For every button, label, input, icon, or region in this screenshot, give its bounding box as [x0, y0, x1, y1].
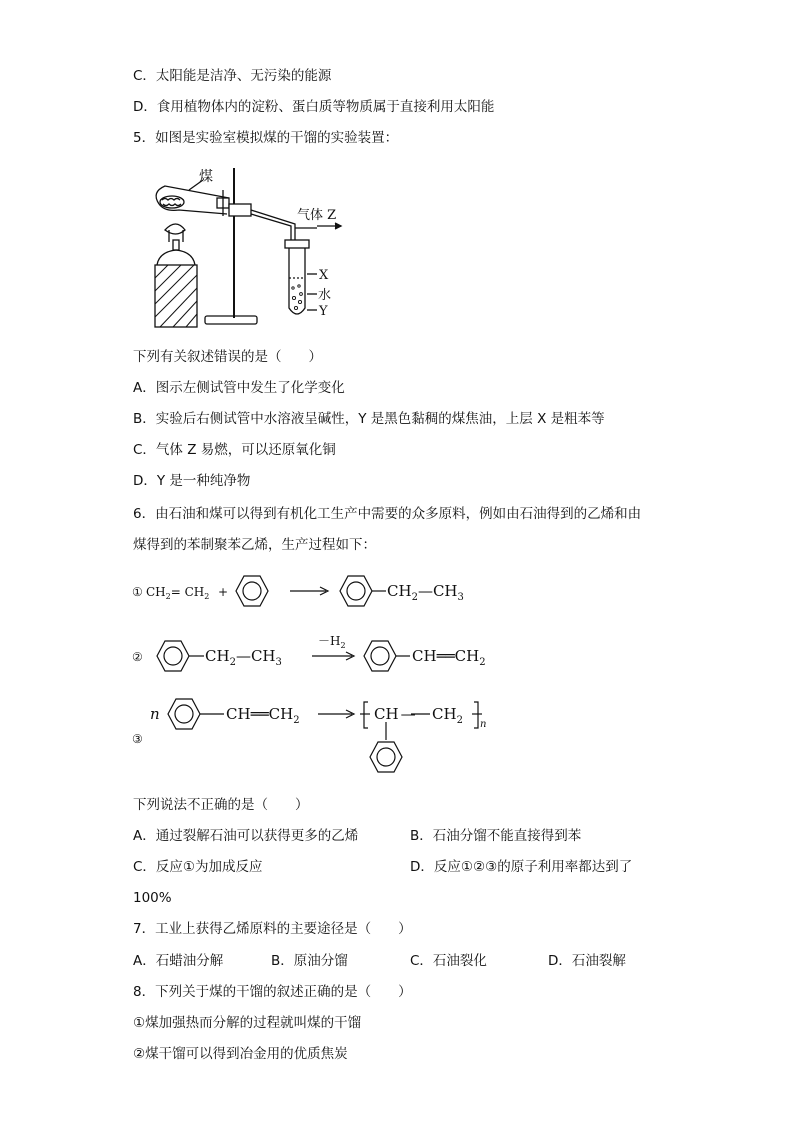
- lamp-dome: [157, 250, 195, 265]
- reaction-3: [130, 690, 520, 785]
- q7-option-b: B．原油分馏: [271, 953, 348, 969]
- r3-coefficient-n: n: [150, 705, 160, 723]
- q4-option-d: D．食用植物体内的淀粉、蛋白质等物质属于直接利用太阳能: [133, 99, 495, 115]
- benzene-ring: [364, 641, 396, 671]
- r2-num: ②: [132, 650, 143, 664]
- q7-option-c: C．石油裂化: [410, 953, 487, 969]
- q6-option-c: C．反应①为加成反应: [133, 859, 263, 875]
- svg-text:CH—: CH —: [374, 705, 416, 723]
- r1-plus: +: [218, 585, 229, 599]
- q5-option-c: C．气体 Z 易燃，可以还原氧化铜: [133, 442, 336, 458]
- label-gas-z: 气体 Z: [297, 208, 337, 223]
- q5-option-a: A．图示左侧试管中发生了化学变化: [133, 380, 345, 396]
- label-coal: 煤: [199, 169, 213, 185]
- label-water: 水: [318, 288, 332, 303]
- reaction-2: [130, 630, 510, 678]
- svg-text:CH2—CH3: $CH_2—CH_3$: [205, 647, 282, 668]
- benzene-ring: [157, 641, 189, 671]
- q6-stem-1: 6．由石油和煤可以得到有机化工生产中需要的众多原料，例如由石油得到的乙烯和由: [133, 506, 642, 522]
- q8-statement-2: ②煤干馏可以得到冶金用的优质焦炭: [133, 1046, 348, 1062]
- q5-stem: 5．如图是实验室模拟煤的干馏的实验装置：: [133, 130, 399, 146]
- q6-option-a: A．通过裂解石油可以获得更多的乙烯: [133, 828, 359, 844]
- q5-question: 下列有关叙述错误的是（ ）: [133, 349, 322, 365]
- benzene-ring: [340, 576, 372, 606]
- q7-option-d: D．石油裂解: [548, 953, 626, 969]
- stand-base: [205, 316, 257, 324]
- q6-option-d-cont: 100%: [133, 890, 172, 906]
- svg-text:CH══CH2: $CH══CH_2$: [412, 647, 486, 668]
- r1-num: ①: [132, 585, 143, 599]
- r3-num: ③: [132, 732, 143, 746]
- q4-option-c: C．太阳能是洁净、无污染的能源: [133, 68, 332, 84]
- svg-text:n: n: [480, 719, 487, 730]
- q7-option-a: A．石蜡油分解: [133, 953, 224, 969]
- reaction-1: [130, 570, 510, 614]
- svg-text:CH══CH2: $CH══CH_2$: [226, 705, 300, 726]
- q7-stem: 7．工业上获得乙烯原料的主要途径是（ ）: [133, 921, 412, 937]
- svg-text:CH2: $CH_2$: [432, 705, 463, 726]
- svg-text:CH2—CH3: $CH_2—CH_3$: [387, 582, 464, 603]
- polymer-bracket-right: [474, 702, 478, 728]
- svg-text:CH2= CH2: $CH_2= CH_2$: [146, 585, 210, 601]
- q8-statement-1: ①煤加强热而分解的过程就叫煤的干馏: [133, 1015, 362, 1031]
- q8-stem: 8．下列关于煤的干馏的叙述正确的是（ ）: [133, 984, 412, 1000]
- label-y: Y: [319, 304, 328, 319]
- benzene-ring: [168, 699, 200, 729]
- q6-question: 下列说法不正确的是（ ）: [133, 797, 309, 813]
- q5-option-b: B．实验后右侧试管中水溶液呈碱性，Y 是黑色黏稠的煤焦油，上层 X 是粗苯等: [133, 411, 605, 427]
- q6-option-d: D．反应①②③的原子利用率都达到了: [410, 859, 633, 875]
- right-test-tube: [285, 240, 317, 314]
- benzene-ring: [236, 576, 268, 606]
- svg-text:－H2: $-H_2$: [318, 634, 346, 650]
- q6-stem-2: 煤得到的苯制聚苯乙烯，生产过程如下：: [133, 537, 376, 553]
- coal-distillation-apparatus: [145, 158, 360, 333]
- polymer-bracket-left: [364, 702, 368, 728]
- label-x: X: [319, 268, 329, 283]
- q5-option-d: D．Y 是一种纯净物: [133, 473, 251, 489]
- benzene-ring: [370, 742, 402, 772]
- q6-option-b: B．石油分馏不能直接得到苯: [410, 828, 582, 844]
